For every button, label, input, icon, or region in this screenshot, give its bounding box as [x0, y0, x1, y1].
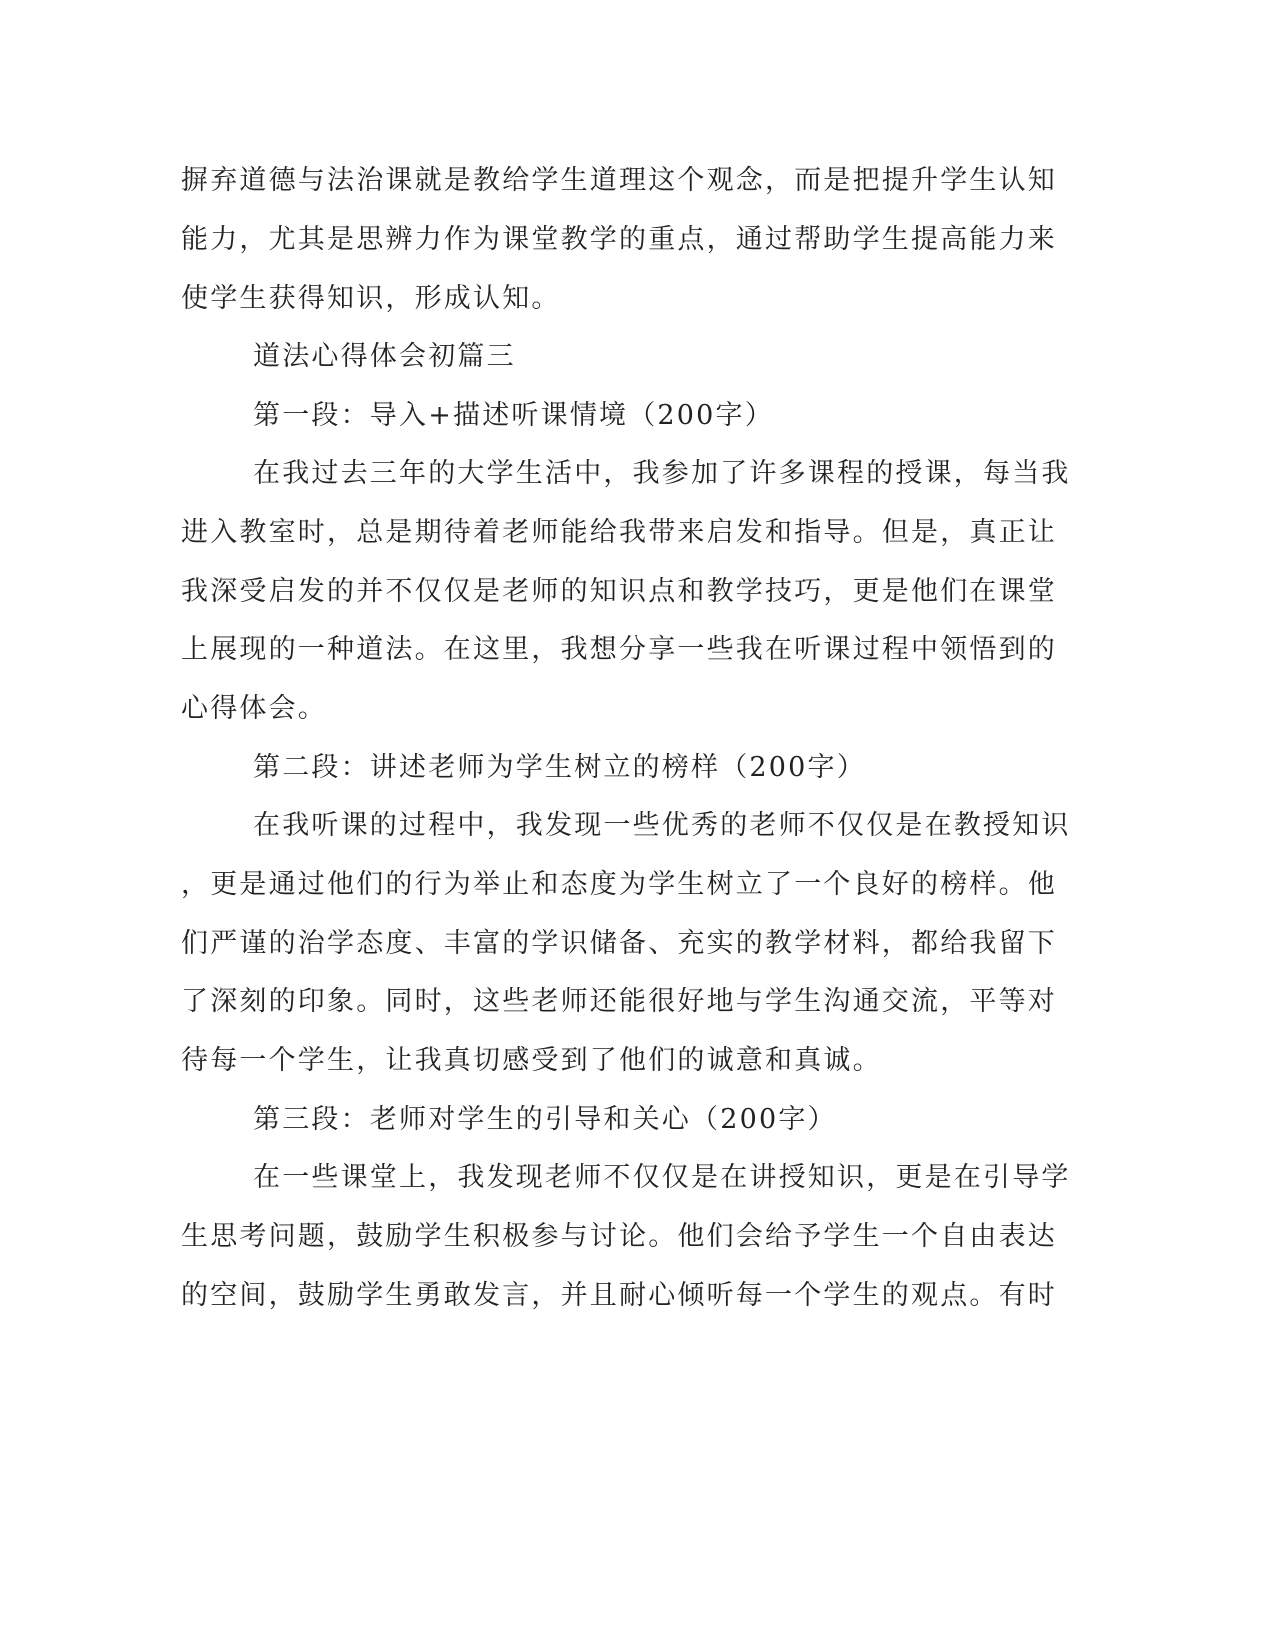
paragraph-line: 能力，尤其是思辨力作为课堂教学的重点，通过帮助学生提高能力来: [181, 224, 1057, 255]
paragraph-line: 在我听课的过程中，我发现一些优秀的老师不仅仅是在教授知识: [253, 810, 1071, 841]
section-heading: 第三段：老师对学生的引导和关心（200字）: [253, 1104, 837, 1135]
paragraph-line: 在我过去三年的大学生活中，我参加了许多课程的授课，每当我: [253, 458, 1071, 489]
paragraph-line: 生思考问题，鼓励学生积极参与讨论。他们会给予学生一个自由表达: [181, 1221, 1057, 1252]
paragraph-line: 心得体会。: [181, 693, 327, 724]
paragraph-line: 进入教室时，总是期待着老师能给我带来启发和指导。但是，真正让: [181, 517, 1057, 548]
paragraph-line: 们严谨的治学态度、丰富的学识储备、充实的教学材料，都给我留下: [181, 928, 1057, 959]
paragraph-line: 上展现的一种道法。在这里，我想分享一些我在听课过程中领悟到的: [181, 634, 1057, 665]
section-heading: 第一段：导入+描述听课情境（200字）: [253, 400, 774, 431]
paragraph-line: 在一些课堂上，我发现老师不仅仅是在讲授知识，更是在引导学: [253, 1162, 1071, 1193]
paragraph-line: 使学生获得知识，形成认知。: [181, 283, 561, 314]
paragraph-line: ，更是通过他们的行为举止和态度为学生树立了一个良好的榜样。他: [181, 869, 1057, 900]
paragraph-line: 待每一个学生，让我真切感受到了他们的诚意和真诚。: [181, 1045, 882, 1076]
paragraph-line: 我深受启发的并不仅仅是老师的知识点和教学技巧，更是他们在课堂: [181, 576, 1057, 607]
paragraph-line: 的空间，鼓励学生勇敢发言，并且耐心倾听每一个学生的观点。有时: [181, 1280, 1057, 1311]
section-heading: 道法心得体会初篇三: [253, 341, 516, 372]
section-heading: 第二段：讲述老师为学生树立的榜样（200字）: [253, 752, 866, 783]
paragraph-line: 摒弃道德与法治课就是教给学生道理这个观念，而是把提升学生认知: [181, 165, 1057, 196]
paragraph-line: 了深刻的印象。同时，这些老师还能很好地与学生沟通交流，平等对: [181, 986, 1057, 1017]
